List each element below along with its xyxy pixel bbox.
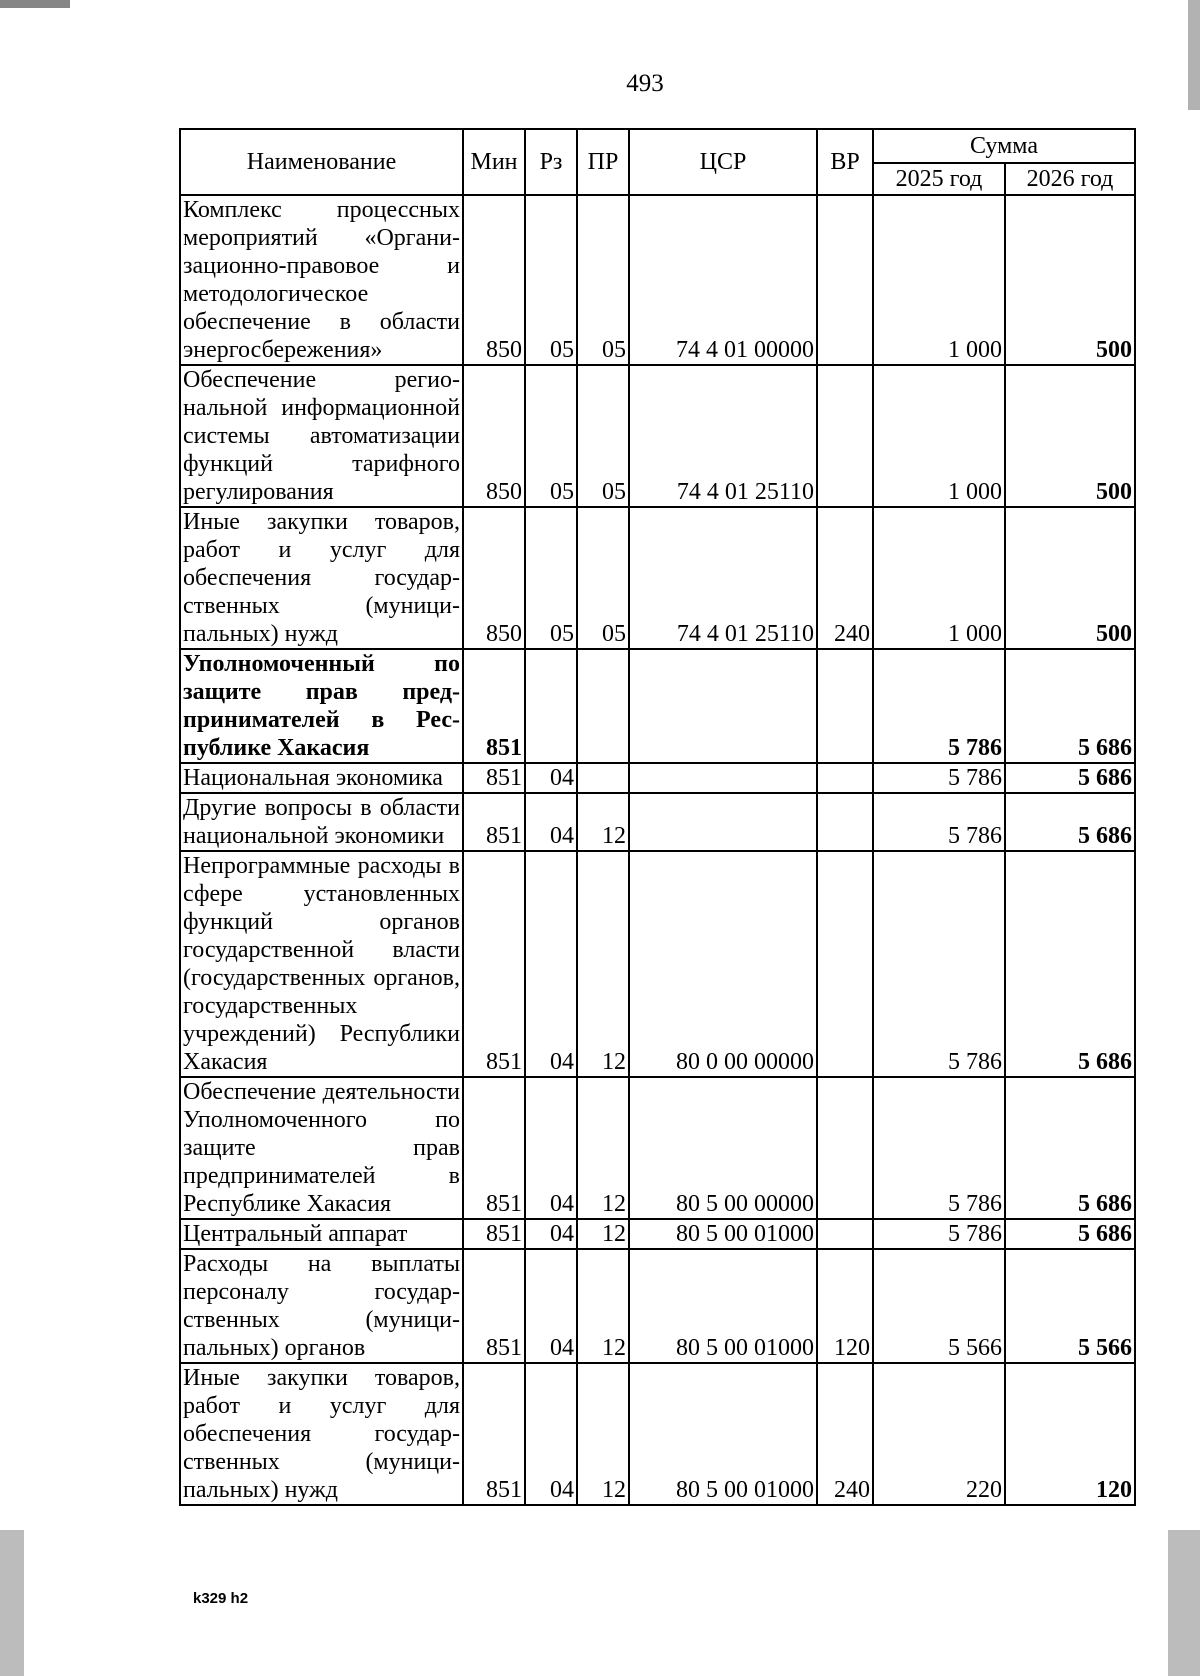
header-vr: ВР xyxy=(817,129,873,195)
table-row xyxy=(180,1219,1135,1249)
cell-pr: 12 xyxy=(577,793,629,851)
cell-name: Расходы на выплаты персоналу государственных (муниципальных) органов xyxy=(180,1249,463,1363)
cell-rz: 04 xyxy=(525,1363,577,1505)
cell-amount-2025: 5 786 xyxy=(873,1219,1005,1249)
cell-min: 850 xyxy=(463,365,525,507)
cell-amount-2025: 5 566 xyxy=(873,1249,1005,1363)
table-row xyxy=(180,793,1135,851)
cell-name: Непрограммные расходы в сфере установленных функций органов государственной власти (государственных органов, государственных учреждений) Республики Хакасия xyxy=(180,851,463,1077)
cell-csr: 80 5 00 01000 xyxy=(629,1363,817,1505)
cell-rz: 04 xyxy=(525,1077,577,1219)
cell-name: Комплекс процессных мероприятий «Организационно-правовое и методологическое обеспечение в области энергосбережения» xyxy=(180,195,463,365)
cell-amount-2026: 500 xyxy=(1005,195,1135,365)
cell-amount-2025: 5 786 xyxy=(873,1077,1005,1219)
table-row xyxy=(180,851,1135,1077)
cell-name: Центральный аппарат xyxy=(180,1219,463,1249)
cell-amount-2026: 500 xyxy=(1005,365,1135,507)
header-year-2025: 2025 год xyxy=(873,163,1005,195)
table-body xyxy=(180,195,1135,1505)
cell-pr: 05 xyxy=(577,195,629,365)
cell-pr xyxy=(577,649,629,763)
cell-pr: 05 xyxy=(577,365,629,507)
cell-pr xyxy=(577,763,629,793)
cell-amount-2025: 5 786 xyxy=(873,763,1005,793)
cell-amount-2025: 5 786 xyxy=(873,793,1005,851)
header-pr: ПР xyxy=(577,129,629,195)
cell-name: Обеспечение деятельности Уполномоченного по защите прав предпринимателей в Республике Хакасия xyxy=(180,1077,463,1219)
cell-pr: 12 xyxy=(577,1077,629,1219)
cell-rz: 05 xyxy=(525,365,577,507)
table-row xyxy=(180,1363,1135,1505)
cell-amount-2025: 1 000 xyxy=(873,507,1005,649)
cell-pr: 12 xyxy=(577,1363,629,1505)
cell-amount-2026: 5 686 xyxy=(1005,763,1135,793)
cell-pr: 12 xyxy=(577,1219,629,1249)
cell-amount-2026: 5 686 xyxy=(1005,851,1135,1077)
cell-csr: 74 4 01 00000 xyxy=(629,195,817,365)
table-row xyxy=(180,365,1135,507)
table-row xyxy=(180,1249,1135,1363)
cell-amount-2026: 5 686 xyxy=(1005,649,1135,763)
cell-vr xyxy=(817,1077,873,1219)
cell-name: Иные закупки товаров, работ и услуг для обеспечения государственных (муниципальных) нужд xyxy=(180,1363,463,1505)
cell-amount-2025: 5 786 xyxy=(873,649,1005,763)
cell-rz: 05 xyxy=(525,507,577,649)
cell-min: 851 xyxy=(463,851,525,1077)
cell-pr: 05 xyxy=(577,507,629,649)
cell-vr xyxy=(817,649,873,763)
cell-rz: 04 xyxy=(525,763,577,793)
cell-csr xyxy=(629,793,817,851)
cell-name: Иные закупки товаров, работ и услуг для обеспечения государственных (муниципальных) нужд xyxy=(180,507,463,649)
cell-rz: 04 xyxy=(525,851,577,1077)
cell-csr xyxy=(629,763,817,793)
cell-amount-2025: 1 000 xyxy=(873,365,1005,507)
cell-pr: 12 xyxy=(577,1249,629,1363)
cell-min: 851 xyxy=(463,1077,525,1219)
cell-rz xyxy=(525,649,577,763)
cell-amount-2025: 5 786 xyxy=(873,851,1005,1077)
cell-min: 851 xyxy=(463,1249,525,1363)
budget-table xyxy=(179,128,1136,1506)
cell-amount-2026: 5 686 xyxy=(1005,1219,1135,1249)
cell-vr xyxy=(817,195,873,365)
cell-vr xyxy=(817,851,873,1077)
cell-min: 851 xyxy=(463,1219,525,1249)
cell-vr: 120 xyxy=(817,1249,873,1363)
header-csr: ЦСР xyxy=(629,129,817,195)
scan-shadow-bottom-left xyxy=(0,1530,24,1676)
cell-vr: 240 xyxy=(817,507,873,649)
cell-csr: 74 4 01 25110 xyxy=(629,365,817,507)
cell-min: 851 xyxy=(463,649,525,763)
cell-min: 850 xyxy=(463,507,525,649)
cell-vr: 240 xyxy=(817,1363,873,1505)
footer-code: k329 h2 xyxy=(193,1590,249,1607)
cell-amount-2026: 5 686 xyxy=(1005,1077,1135,1219)
cell-min: 851 xyxy=(463,1363,525,1505)
cell-amount-2025: 1 000 xyxy=(873,195,1005,365)
cell-min: 851 xyxy=(463,793,525,851)
cell-min: 851 xyxy=(463,763,525,793)
cell-rz: 05 xyxy=(525,195,577,365)
header-year-2026: 2026 год xyxy=(1005,163,1135,195)
table-row xyxy=(180,507,1135,649)
cell-name: Обеспечение региональной информационной системы автоматизации функций тарифного регулирования xyxy=(180,365,463,507)
cell-rz: 04 xyxy=(525,793,577,851)
page-number: 493 xyxy=(626,70,664,97)
header-sum: Сумма xyxy=(873,129,1135,163)
cell-vr xyxy=(817,763,873,793)
header-name: Наименование xyxy=(180,129,463,195)
cell-pr: 12 xyxy=(577,851,629,1077)
cell-name: Уполномоченный по защите прав предпринимателей в Республике Хакасия xyxy=(180,649,463,763)
cell-amount-2026: 5 686 xyxy=(1005,793,1135,851)
cell-csr: 74 4 01 25110 xyxy=(629,507,817,649)
table-row xyxy=(180,763,1135,793)
cell-vr xyxy=(817,793,873,851)
scan-shadow-top-left xyxy=(0,0,70,8)
cell-name: Другие вопросы в области национальной экономики xyxy=(180,793,463,851)
cell-name: Национальная экономика xyxy=(180,763,463,793)
cell-amount-2025: 220 xyxy=(873,1363,1005,1505)
cell-rz: 04 xyxy=(525,1219,577,1249)
header-rz: Рз xyxy=(525,129,577,195)
cell-amount-2026: 500 xyxy=(1005,507,1135,649)
cell-min: 850 xyxy=(463,195,525,365)
table-row xyxy=(180,195,1135,365)
scan-shadow-bottom-right xyxy=(1168,1530,1200,1676)
cell-vr xyxy=(817,1219,873,1249)
cell-csr: 80 5 00 00000 xyxy=(629,1077,817,1219)
cell-vr xyxy=(817,365,873,507)
cell-amount-2026: 120 xyxy=(1005,1363,1135,1505)
cell-csr: 80 5 00 01000 xyxy=(629,1219,817,1249)
cell-csr xyxy=(629,649,817,763)
table-row xyxy=(180,1077,1135,1219)
table-row xyxy=(180,649,1135,763)
cell-csr: 80 5 00 01000 xyxy=(629,1249,817,1363)
cell-csr: 80 0 00 00000 xyxy=(629,851,817,1077)
cell-amount-2026: 5 566 xyxy=(1005,1249,1135,1363)
header-min: Мин xyxy=(463,129,525,195)
cell-rz: 04 xyxy=(525,1249,577,1363)
